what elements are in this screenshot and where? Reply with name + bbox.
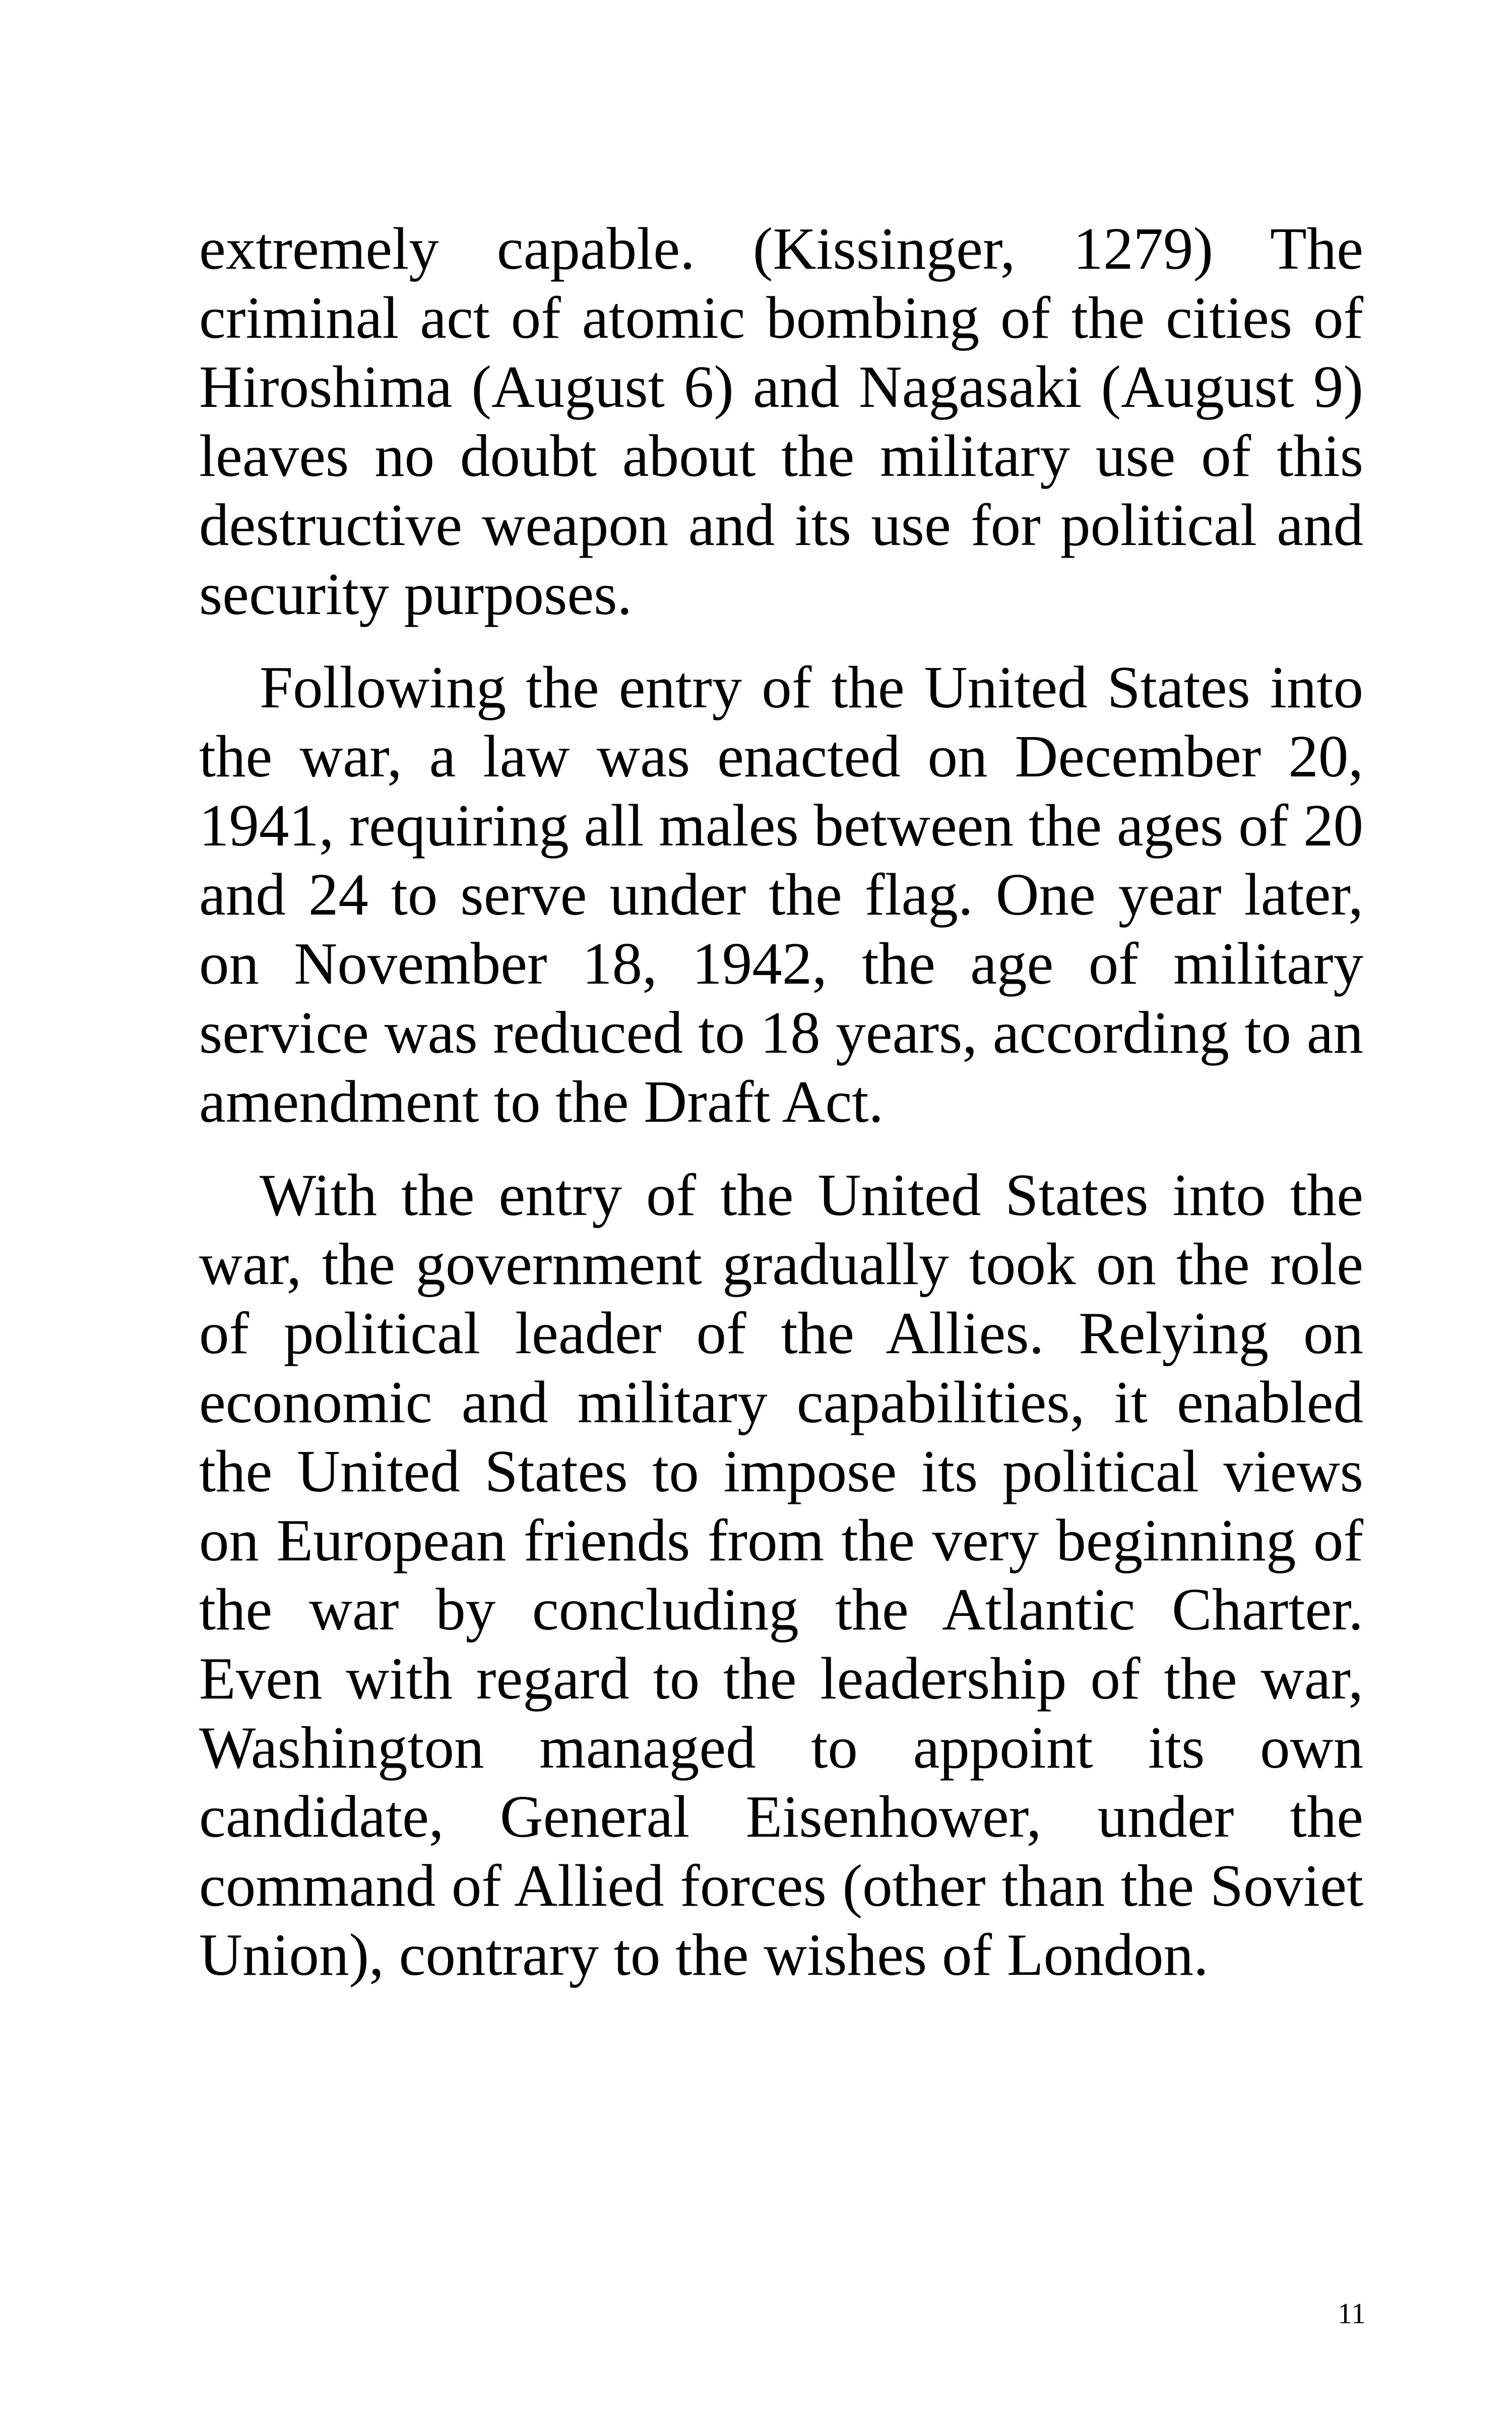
paragraph-3: With the entry of the United States into the war, the government gradually took on the role of political leader of the Allies. Relying on economic and military capabilities, it enabled the United States to impose its political views on European friends from the very beginning of the war by concluding the Atlantic Charter. Even with regard to the leadership of the war, Washington managed to appoint its own candidate, General Eisenhower, under the command of Allied forces (other than the Soviet Union), contrary to the wishes of London.	[199, 1162, 1363, 1988]
page-number: 11	[1338, 2297, 1366, 2330]
body-text	[199, 214, 1363, 1989]
paragraph-1: extremely capable. (Kissinger, 1279) The criminal act of atomic bombing of the cities of Hiroshima (August 6) and Nagasaki (August 9) leaves no doubt about the military use of this destructive weapon and its use for political and security purposes.	[199, 215, 1363, 627]
paragraph-2: Following the entry of the United States into the war, a law was enacted on December 20, 1941, requiring all males between the ages of 20 and 24 to serve under the flag. One year later, on November 18, 1942, the age of military service was reduced to 18 years, according to an amendment to the Draft Act.	[199, 654, 1363, 1135]
